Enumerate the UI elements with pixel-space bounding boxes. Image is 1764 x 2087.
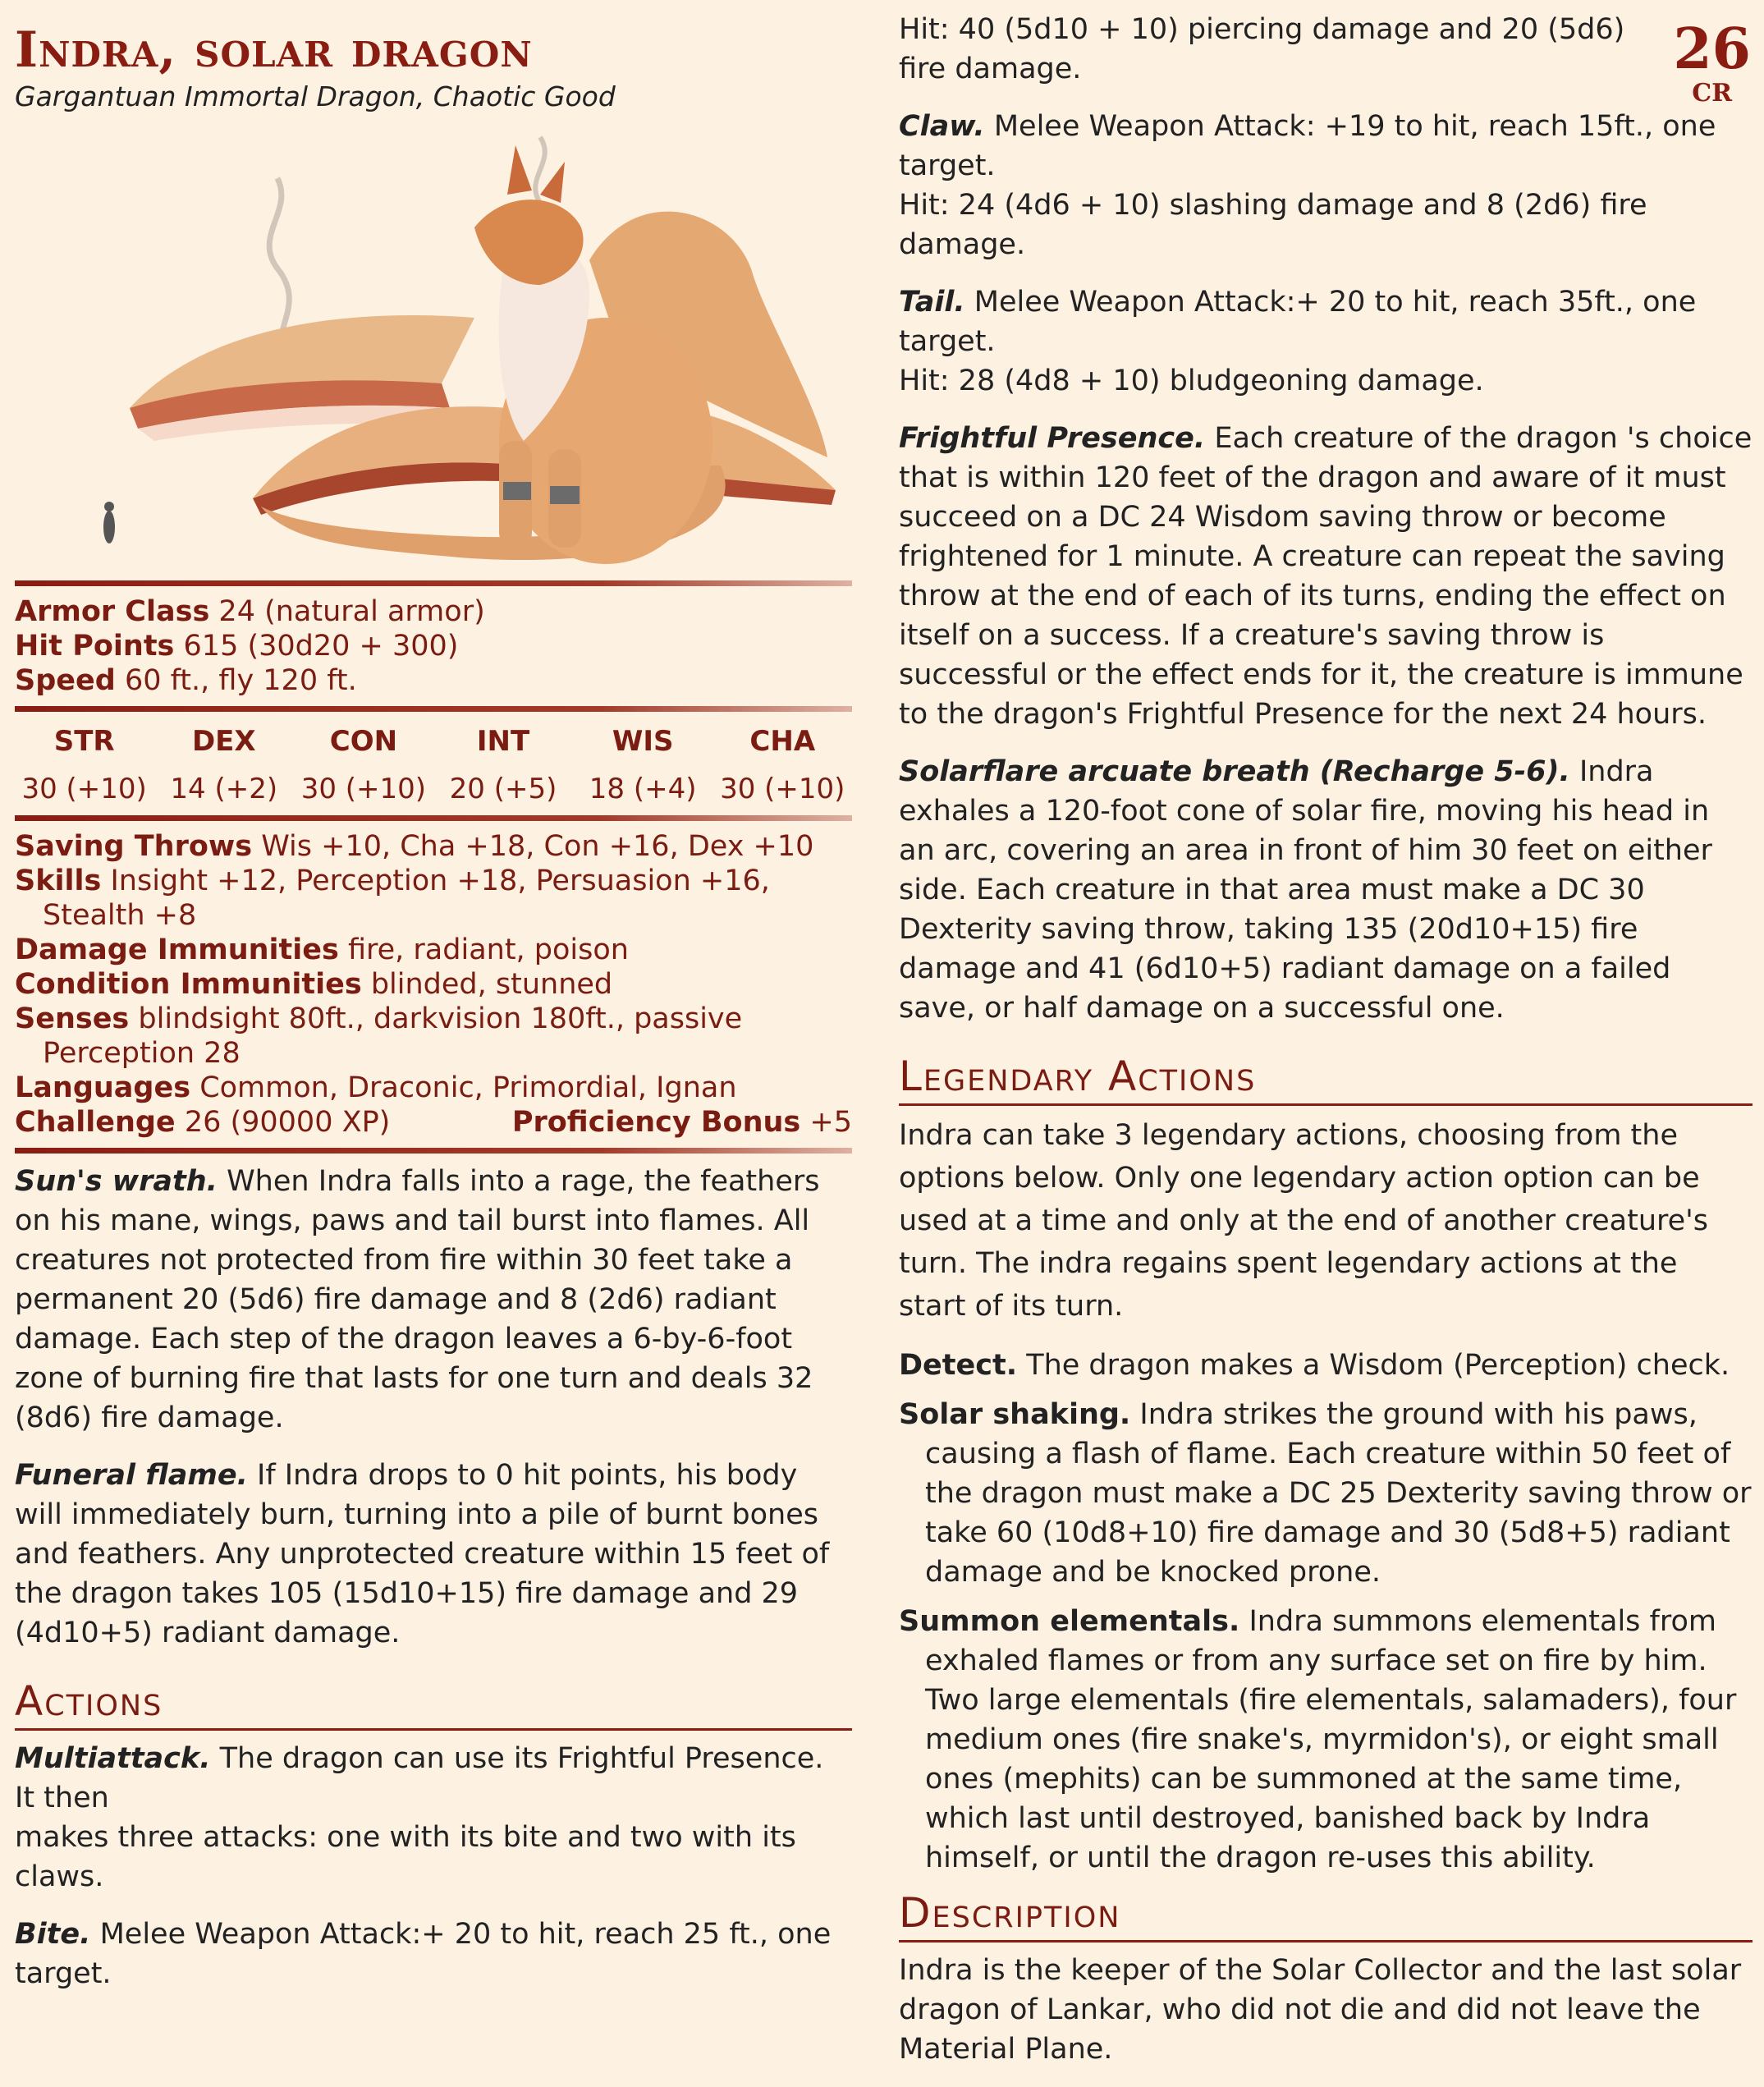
- ability-str: [15, 725, 153, 805]
- right-column: [899, 0, 1753, 2087]
- action-breath: [899, 752, 1753, 1028]
- ability-name: STR: [53, 725, 115, 758]
- speed-label: Speed: [15, 664, 116, 697]
- trait-name: Funeral flame.: [15, 1459, 248, 1492]
- armor-class: [15, 594, 852, 629]
- hit-points: [15, 629, 852, 663]
- actions-heading: Actions: [15, 1677, 852, 1731]
- legendary-heading: Legendary Actions: [899, 1053, 1753, 1106]
- saves-value: Wis +10, Cha +18, Con +16, Dex +10: [261, 830, 814, 863]
- action-name: Bite.: [15, 1918, 91, 1951]
- action-text: Melee Weapon Attack:+ 20 to hit, reach 25 ft., one target.: [15, 1918, 832, 1990]
- action-bite: [15, 1915, 852, 1993]
- legendary-solar-shaking: [899, 1395, 1753, 1592]
- legendary-text: Indra summons elementals from exhaled flames or from any surface set on fire by him. Two large elementals (fire elementals, salamaders), four medium ones (fire snake's, myrmidon's), or eight small ones (mephits) can be summoned at the same time, which last until destroyed, banished back by Indra himself, or until the dragon re-uses this ability.: [925, 1605, 1737, 1874]
- action-name: Tail.: [899, 286, 965, 319]
- ability-score: 14 (+2): [170, 773, 278, 805]
- ability-name: WIS: [612, 725, 674, 758]
- senses-value: blindsight 80ft., darkvision 180ft., passive Perception 28: [43, 1002, 743, 1070]
- ability-con: [294, 725, 433, 805]
- saves-label: Saving Throws: [15, 830, 253, 863]
- ability-name: INT: [476, 725, 530, 758]
- speed: [15, 663, 852, 698]
- ability-name: CON: [329, 725, 398, 758]
- legendary-name: Solar shaking.: [899, 1398, 1131, 1431]
- action-text-cont: makes three attacks: one with its bite and two with its claws.: [15, 1821, 796, 1893]
- section-divider: [15, 580, 852, 586]
- ability-int: [433, 725, 572, 805]
- description-heading: Description: [899, 1889, 1753, 1943]
- action-hit: Hit: 28 (4d8 + 10) bludgeoning damage.: [899, 365, 1484, 397]
- damage-immunities: [15, 933, 852, 967]
- languages: [15, 1071, 852, 1105]
- legendary-text: The dragon makes a Wisdom (Perception) check.: [1026, 1349, 1730, 1382]
- cond-imm-value: blinded, stunned: [370, 968, 613, 1001]
- prof-label: Proficiency Bonus: [511, 1106, 801, 1139]
- challenge-value: 26 (90000 XP): [184, 1106, 391, 1139]
- creature-type: Gargantuan Immortal Dragon, Chaotic Good: [15, 80, 616, 112]
- ability-dex: [154, 725, 293, 805]
- ability-cha: [713, 725, 852, 805]
- languages-label: Languages: [15, 1071, 191, 1104]
- legendary-actions-list: [899, 1346, 1753, 1878]
- senses: [15, 1002, 852, 1071]
- ability-score: 30 (+10): [300, 773, 427, 805]
- ability-score: 18 (+4): [589, 773, 697, 805]
- cr-label: CR: [1692, 79, 1733, 108]
- senses-label: Senses: [15, 1002, 130, 1035]
- legendary-name: Detect.: [899, 1349, 1018, 1382]
- ability-score: 20 (+5): [449, 773, 557, 805]
- action-hit: Hit: 24 (4d6 + 10) slashing damage and 8 (2d6) fire damage.: [899, 189, 1647, 261]
- challenge: [15, 1105, 390, 1140]
- trait-text: If Indra drops to 0 hit points, his body will immediately burn, turning into a pile of burnt bones and feathers. Any unprotected creature within 15 feet of the dragon takes 105 (15d10+15) fire damage and 29 (4d10+5) radiant damage.: [15, 1459, 830, 1649]
- hp-label: Hit Points: [15, 630, 175, 663]
- prof-value: +5: [809, 1106, 852, 1139]
- trait-suns-wrath: [15, 1162, 852, 1438]
- ac-label: Armor Class: [15, 595, 210, 628]
- action-name: Claw.: [899, 110, 985, 143]
- saving-throws: [15, 829, 852, 864]
- trait-funeral-flame: [15, 1456, 852, 1653]
- ability-name: DEX: [191, 725, 256, 758]
- action-frightful-presence: [899, 419, 1753, 734]
- ac-value: 24 (natural armor): [218, 595, 485, 628]
- skills: [15, 864, 852, 933]
- ability-score: 30 (+10): [21, 773, 147, 805]
- challenge-row: [15, 1105, 852, 1140]
- section-divider: [15, 706, 852, 712]
- action-claw: [899, 107, 1753, 264]
- creature-name: Indra, solar dragon: [15, 21, 533, 79]
- legendary-name: Summon elementals.: [899, 1605, 1240, 1638]
- dmg-imm-value: fire, radiant, poison: [347, 933, 629, 966]
- action-text: Melee Weapon Attack:+ 20 to hit, reach 35ft., one target.: [899, 286, 1697, 358]
- section-divider: [15, 1148, 852, 1154]
- action-name: Solarflare arcuate breath (Recharge 5-6).: [899, 755, 1570, 788]
- legendary-text: Indra strikes the ground with his paws, causing a flash of flame. Each creature within 50 feet of the dragon must make a DC 25 Dexterity saving throw or take 60 (10d8+10) fire damage and 30 (5d8+5) radiant damage and be knocked prone.: [925, 1398, 1752, 1589]
- action-text: Each creature of the dragon 's choice that is within 120 feet of the dragon and aware of it must succeed on a DC 24 Wisdom saving throw or become frightened for 1 minute. A creature can repeat the saving throw at the end of each of its turns, ending the effect on itself on a success. If a creature's saving throw is successful or the effect ends for it, the creature is immune to the dragon's Frightful Presence for the next 24 hours.: [899, 422, 1753, 731]
- action-multiattack: [15, 1739, 852, 1897]
- legendary-intro: Indra can take 3 legendary actions, choosing from the options below. Only one legendary action option can be used at a time and only at the end of another creature's turn. The indra regains spent legendary actions at the start of its turn.: [899, 1119, 1709, 1323]
- proficiency-bonus: [512, 1105, 852, 1140]
- ability-wis: [574, 725, 712, 805]
- left-column: [15, 0, 852, 2011]
- ability-score: 30 (+10): [720, 773, 845, 805]
- legendary-detect: [899, 1346, 1753, 1385]
- trait-name: Sun's wrath.: [15, 1165, 218, 1198]
- trait-text: When Indra falls into a rage, the feathers on his mane, wings, paws and tail burst into flames. All creatures not protected from fire within 30 feet take a permanent 20 (5d6) fire damage and 8 (2d6) radiant damage. Each step of the dragon leaves a 6-by-6-foot zone of burning fire that lasts for one turn and deals 32 (8d6) fire damage.: [15, 1165, 820, 1434]
- action-tail: [899, 282, 1753, 401]
- legendary-summon-elementals: [899, 1602, 1753, 1878]
- action-name: Multiattack.: [15, 1742, 211, 1775]
- dmg-imm-label: Damage Immunities: [15, 933, 339, 966]
- skills-label: Skills: [15, 865, 102, 897]
- cr-value: 26: [1673, 16, 1751, 82]
- dragon-image: [15, 112, 852, 572]
- description-text: Indra is the keeper of the Solar Collector and the last solar dragon of Lankar, who did not die and did not leave the Material Plane.: [899, 1954, 1742, 2066]
- action-text: Melee Weapon Attack: +19 to hit, reach 15ft., one target.: [899, 110, 1716, 182]
- action-name: Frightful Presence.: [899, 422, 1206, 455]
- ability-name: CHA: [749, 725, 816, 758]
- section-divider: [15, 815, 852, 821]
- action-text: The dragon can use its Frightful Presence. It then: [15, 1742, 824, 1814]
- condition-immunities: [15, 967, 852, 1002]
- action-bite-hit: Hit: 40 (5d10 + 10) piercing damage and 20 (5d6) fire damage.: [899, 13, 1625, 85]
- skills-value: Insight +12, Perception +18, Persuasion +16, Stealth +8: [43, 865, 770, 932]
- speed-value: 60 ft., fly 120 ft.: [124, 664, 357, 697]
- dragon-illustration: [15, 112, 852, 572]
- action-text: Indra exhales a 120-foot cone of solar fire, moving his head in an arc, covering an area in front of him 30 feet on either side. Each creature in that area must make a DC 30 Dexterity saving throw, taking 135 (20d10+15) fire damage and 41 (6d10+5) radiant damage on a failed save, or half damage on a successful one.: [899, 755, 1712, 1025]
- cond-imm-label: Condition Immunities: [15, 968, 362, 1001]
- challenge-label: Challenge: [15, 1106, 176, 1139]
- languages-value: Common, Draconic, Primordial, Ignan: [199, 1071, 737, 1104]
- hp-value: 615 (30d20 + 300): [183, 630, 459, 663]
- ability-scores: [15, 725, 852, 805]
